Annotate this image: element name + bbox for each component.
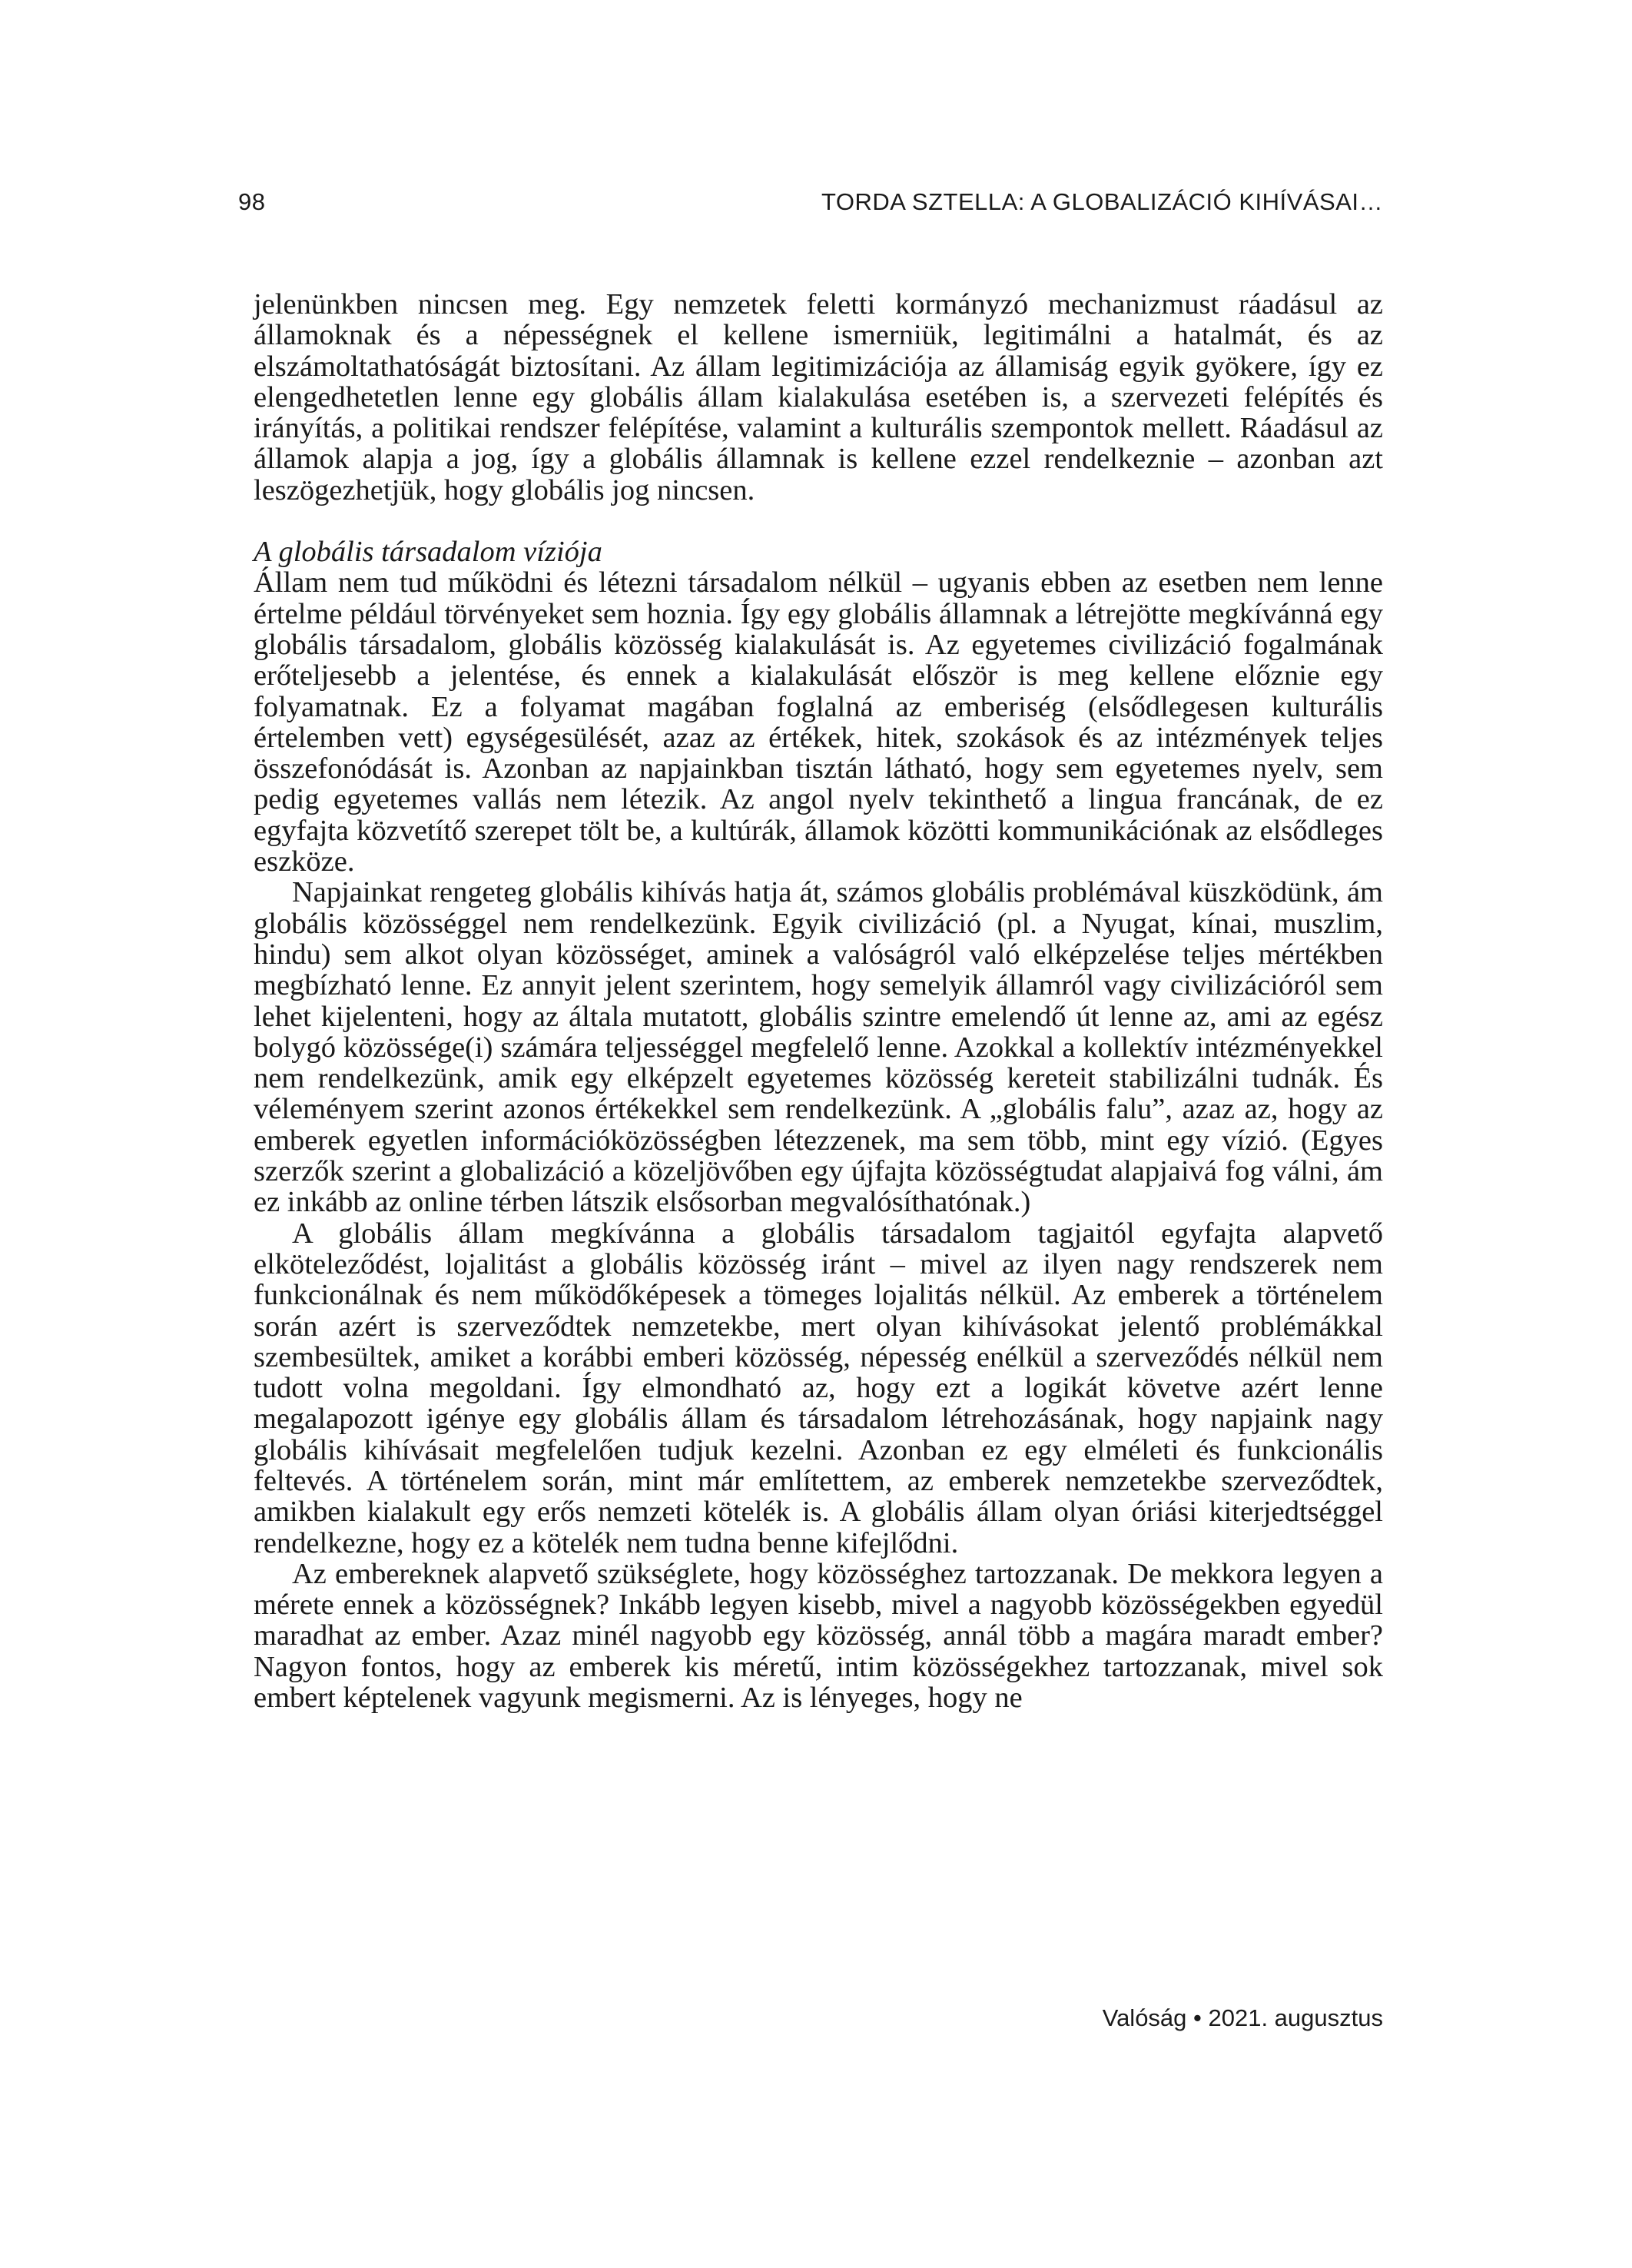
journal-footer: Valóság • 2021. augusztus — [1102, 2004, 1383, 2031]
paragraph: Az embereknek alapvető szükséglete, hogy közösséghez tartozzanak. De mekkora legyen a mérete ennek a közösségnek? Inkább legyen kisebb, mivel a nagyobb közösségekben egyedül maradhat az ember. Azaz minél nagyobb egy közösség, annál több a magára maradt ember? Nagyon fontos, hogy az emberek kis méretű, intim közösségekhez tartozzanak, mivel sok embert képtelenek vagyunk megismerni. Az is lényeges, hogy ne — [254, 1557, 1383, 1715]
section-heading: A globális társadalom víziója — [254, 536, 602, 569]
running-header — [238, 188, 1383, 227]
running-title: TORDA SZTELLA: A GLOBALIZÁCIÓ KIHÍVÁSAI… — [821, 188, 1383, 215]
paragraph-continued: jelenünkben nincsen meg. Egy nemzetek feletti kormányzó mechanizmust ráadásul az államoknak és a népességnek el kellene ismerniük, legitimálni a hatalmát, és az elszámoltathatóságát biztosítani. Az állam legitimizációja az államiság egyik gyökere, így ez elengedhetetlen lenne egy globális állam kialakulása esetében is, a szervezeti felépítés és irányítás, a politikai rendszer felépítése, valamint a kulturális szempontok mellett. Ráadásul az államok alapja a jog, így a globális államnak is kellene ezzel rendelkeznie – azonban azt leszögezhetjük, hogy globális jog nincsen. — [254, 288, 1383, 506]
paragraph: Állam nem tud működni és létezni társadalom nélkül – ugyanis ebben az esetben nem lenne értelme például törvényeket sem hoznia. Így egy globális államnak a létrejötte megkívánná egy globális társadalom, globális közösség kialakulását is. Az egyetemes civilizáció fogalmának erőteljesebb a jelentése, és ennek a kialakulását először is meg kellene előznie egy folyamatnak. Ez a folyamat magában foglalná az emberiség (elsődlegesen kulturális értelemben vett) egységesülését, azaz az értékek, hitek, szokások és az intézmények teljes összefonódását is. Azonban az napjainkban tisztán látható, hogy sem egyetemes nyelv, sem pedig egyetemes vallás nem létezik. Az angol nyelv tekinthető a lingua francának, de ez egyfajta közvetítő szerepet tölt be, a kultúrák, államok közötti kommunikációnak az elsődleges eszköze. — [254, 566, 1383, 878]
article-body — [254, 289, 1383, 1713]
paragraph: A globális állam megkívánna a globális társadalom tagjaitól egyfajta alapvető elköteleződést, lojalitást a globális közösség iránt – mivel az ilyen nagy rendszerek nem funkcionálnak és nem működőképesek a tömeges lojalitás nélkül. Az emberek a történelem során azért is szerveződtek nemzetekbe, mert olyan kihívásokat jelentő problémákkal szembesültek, amiket a korábbi emberi közösség, népesség enélkül a szerveződés nélkül nem tudott volna megoldani. Így elmondható az, hogy ezt a logikát követve azért lenne megalapozott igénye egy globális állam és társadalom létrehozásának, hogy napjaink nagy globális kihívásait megfelelően tudjuk kezelni. Azonban ez egy elméleti és funkcionális feltevés. A történelem során, mint már említettem, az emberek nemzetekbe szerveződtek, amikben kialakult egy erős nemzeti kötelék is. A globális állam olyan óriási kiterjedtséggel rendelkezne, hogy ez a kötelék nem tudna benne kifejlődni. — [254, 1217, 1383, 1559]
paragraph: Napjainkat rengeteg globális kihívás hatja át, számos globális problémával küszködünk, ám globális közösséggel nem rendelkezünk. Egyik civilizáció (pl. a Nyugat, kínai, muszlim, hindu) sem alkot olyan közösséget, aminek a valóságról való elképzelése teljes mértékben megbízható lenne. Ez annyit jelent szerintem, hogy semelyik államról vagy civilizációról sem lehet kijelenteni, hogy az általa mutatott, globális szintre emelendő út lenne az, ami az egész bolygó közössége(i) számára teljességgel megfelelő lenne. Azokkal a kollektív intézményekkel nem rendelkezünk, amik egy elképzelt egyetemes közösség kereteit stabilizálni tudnák. És véleményem szerint azonos értékekkel sem rendelkezünk. A „globális falu”, azaz az, hogy az emberek egyetlen információközösségben létezzenek, ma sem több, mint egy vízió. (Egyes szerzők szerint a globalizáció a közeljövőben egy újfajta közösségtudat alapjaivá fog válni, ám ez inkább az online térben látszik elsősorban megvalósíthatónak.) — [254, 876, 1383, 1219]
page-number: 98 — [238, 188, 266, 215]
